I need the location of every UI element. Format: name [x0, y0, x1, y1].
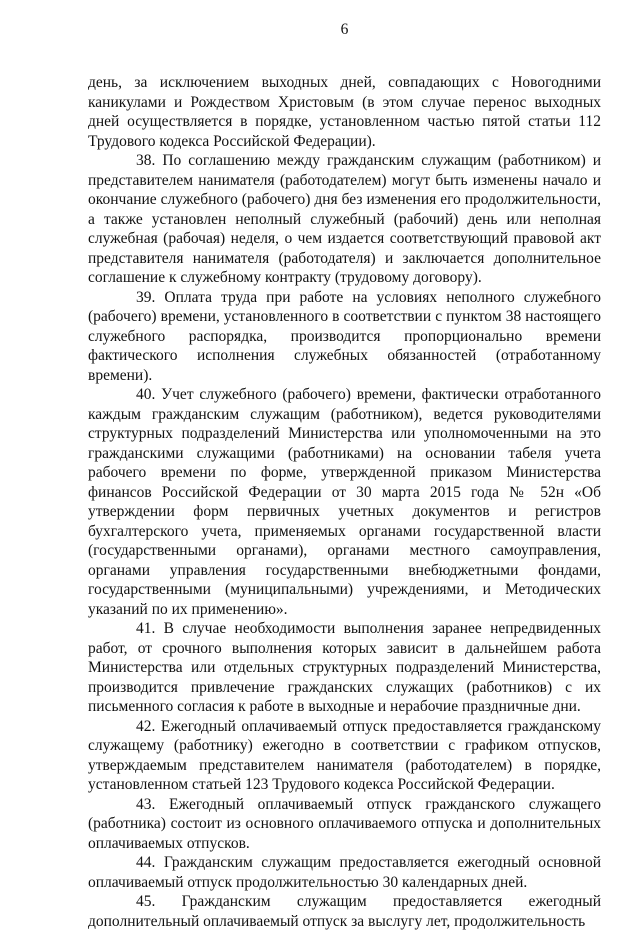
paragraph-38: 38. По соглашению между гражданским служащим (работником) и представителем нанимателя (работодателем) могут быть изменены начало и окончание служебного (рабочего) дня без изменения его продолжительности, а также установлен неполный служебный (рабочий) день или неполная служебная (рабочая) неделя, о чем издается соответствующий правовой акт представителя нанимателя (работодателя) и заключается дополнительное соглашение к служебному контракту (трудовому договору).	[88, 152, 601, 286]
paragraph-42: 42. Ежегодный оплачиваемый отпуск предоставляется гражданскому служащему (работнику) ежегодно в соответствии с графиком отпусков, утверждаемым представителем нанимателя (работодателем) в порядке, установленном статьей 123 Трудового кодекса Российской Федерации.	[88, 717, 601, 793]
paragraph-continuation: день, за исключением выходных дней, совпадающих с Новогодними каникулами и Рождеством Христовым (в этом случае перенос выходных дней осуществляется в порядке, установленном частью пятой статьи 112 Трудового кодекса Российской Федерации).	[88, 74, 601, 150]
paragraph-44: 44. Гражданским служащим предоставляется ежегодный основной оплачиваемый отпуск продолжительностью 30 календарных дней.	[88, 854, 601, 891]
document-page	[88, 0, 601, 930]
paragraph-43: 43. Ежегодный оплачиваемый отпуск гражданского служащего (работника) состоит из основного оплачиваемого отпуска и дополнительных оплачиваемых отпусков.	[88, 795, 601, 852]
document-body	[88, 73, 601, 931]
paragraph-39: 39. Оплата труда при работе на условиях неполного служебного (рабочего) времени, установленного в соответствии с пунктом 38 настоящего служебного распорядка, производится пропорционально времени фактического исполнения служебных обязанностей (отработанному времени).	[88, 288, 601, 384]
paragraph-45: 45. Гражданским служащим предоставляется ежегодный дополнительный оплачиваемый отпуск за выслугу лет, продолжительность	[88, 893, 601, 930]
paragraph-41: 41. В случае необходимости выполнения заранее непредвиденных работ, от срочного выполнения которых зависит в дальнейшем работа Министерства или отдельных структурных подразделений Министерства, производится привлечение гражданских служащих (работников) с их письменного согласия к работе в выходные и нерабочие праздничные дни.	[88, 620, 601, 715]
page-number: 6	[340, 21, 349, 38]
paragraph-40: 40. Учет служебного (рабочего) времени, фактически отработанного каждым гражданским служащим (работником), ведется руководителями структурных подразделений Министерства или уполномоченными на это гражданскими служащими (работниками) на основании табеля учета рабочего времени по форме, утвержденной приказом Министерства финансов Российской Федерации от 30 марта 2015 года № 52н «Об утверждении форм первичных учетных документов и регистров бухгалтерского учета, применяемых органами государственной власти (государственными органами), органами местного самоуправления, органами управления государственными внебюджетными фондами, государственными (муниципальными) учреждениями, и Методических указаний по их применению».	[88, 386, 601, 618]
